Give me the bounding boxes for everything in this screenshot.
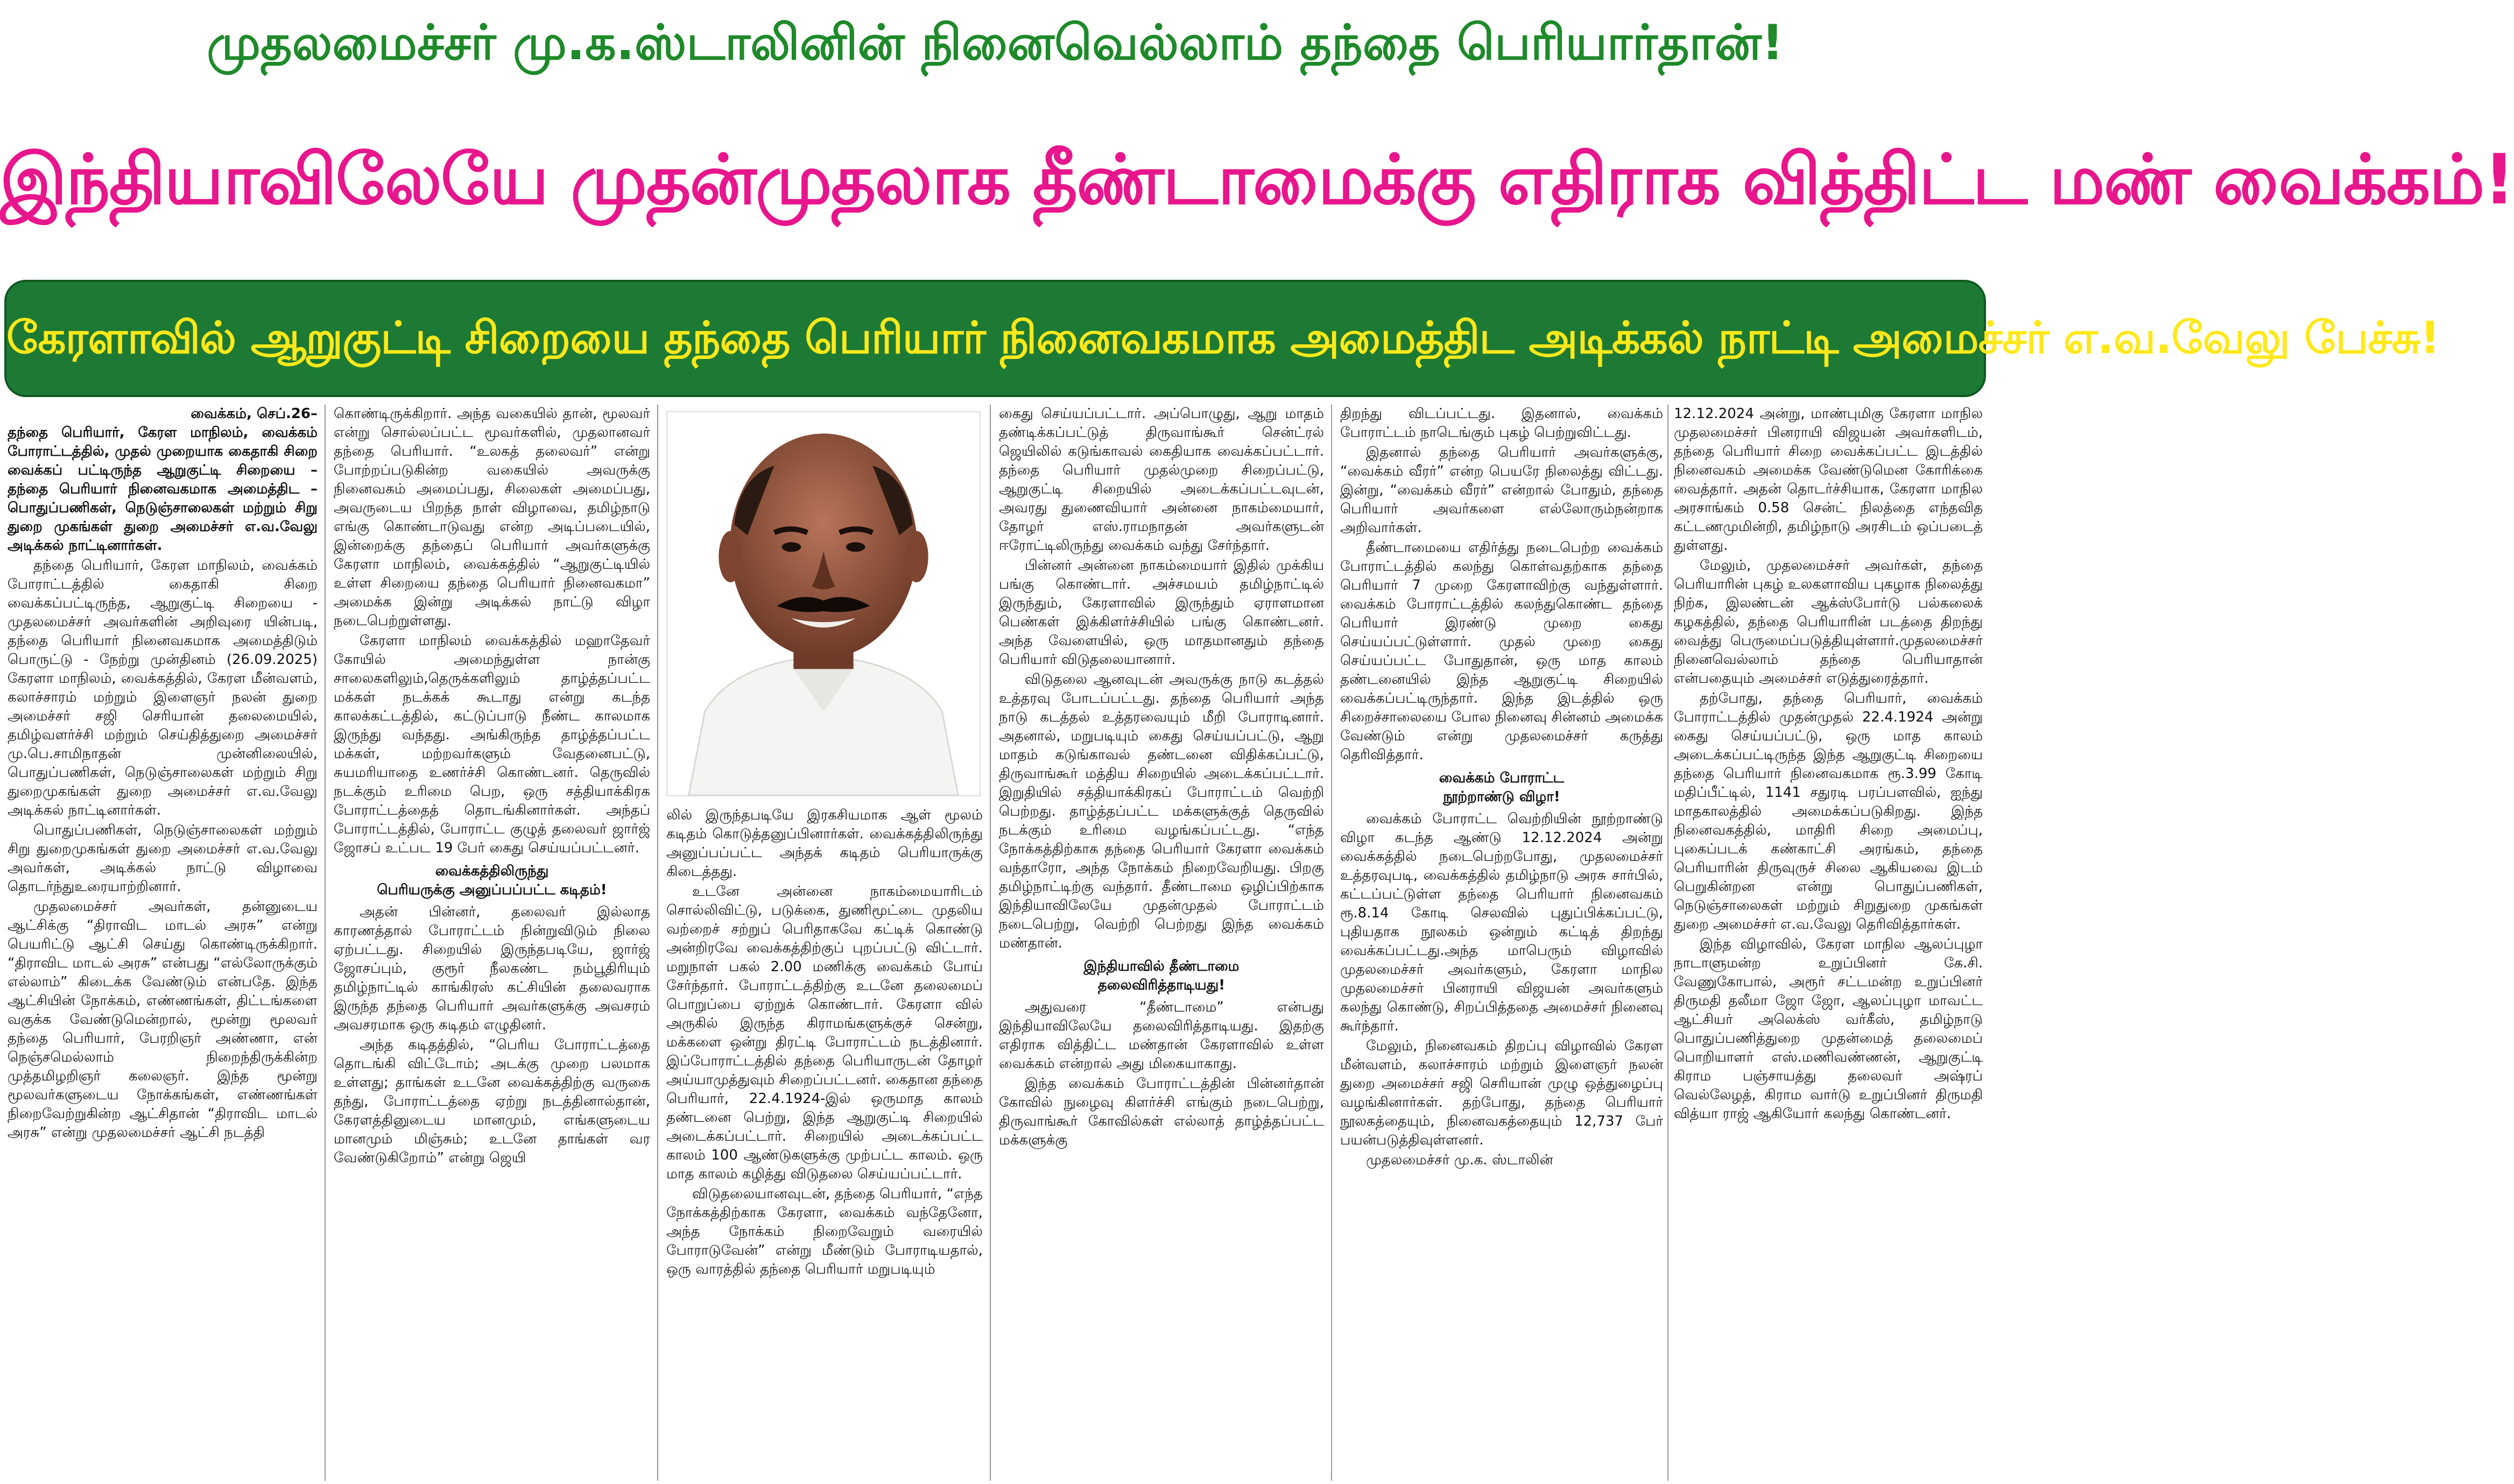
article-lead-text: தந்தை பெரியார், கேரள மாநிலம், வைக்கம் போராட்டத்தில், முதல் முறையாக கைதாகி சிறை வைக்கப் பட்டிருந்த ஆறுகுட்டி சிறையை – தந்தை பெரியார் நினைவகமாக அமைத்திட – பொதுப்பணிகள், நெடுஞ்சாலைகள் மற்றும் சிறு துறை முகங்கள் துறை அமைச்சர் எ.வ.வேலு அடிக்கல் நாட்டினார்கள். (8, 425, 318, 554)
column-rule (325, 405, 326, 1481)
subheading-line: இந்தியாவில் தீண்டாமை (1083, 958, 1240, 974)
column-rule (1667, 405, 1668, 1481)
paragraph: விடுதலை ஆனவுடன் அவருக்கு நாடு கடத்தல் உத்தரவு போடப்பட்டது. தந்தை பெரியார் அந்த நாடு கடத்தல் உத்தரவையும் மீறி போராடினார். அதனால், மறுபடியும் கைது செய்யப்பட்டு, ஆறு மாதம் கடுங்காவல் தண்டனை விதிக்கப்பட்டு, திருவாங்கூர் மத்திய சிறையில் அடைக்கப்பட்டார். இறுதியில் சத்தியாக்கிரகப் போராட்டம் வெற்றி பெற்றது. தாழ்த்தப்பட்ட மக்களுக்குத் தெருவில் நடக்கும் உரிமை வழங்கப்பட்டது. “எந்த நோக்கத்திற்காக தந்தை பெரியார் கேரளா வைக்கம் வந்தாரோ, அந்த நோக்கம் நிறைவேறியது. பிறகு தமிழ்நாட்டிற்கு வந்தார். தீண்டாமை ஒழிப்பிற்காக இந்தியாவிலேயே முதன்முதல் போராட்டம் நடைபெற்று, வெற்றி பெற்றது இந்த வைக்கம் மண்தான். (999, 672, 1324, 951)
paragraph: கேரளா மாநிலம் வைக்கத்தில் மஹாதேவர் கோயில் அமைந்துள்ள நான்கு சாலைகளிலும்,தெருக்களிலும் தாழ்த்தப்பட்ட மக்கள் நடக்கக் கூடாது என்று கடந்த காலக்கட்டத்தில், கட்டுப்பாடு நீண்ட காலமாக இருந்து வந்தது. அங்கிருந்த தாழ்த்தப்பட்ட மக்கள், மற்றவர்களும் வேதனைபட்டு, சுயமரியாதை உணர்ச்சி கொண்டனர். தெருவில் நடக்கும் உரிமை பெற, ஒரு சத்தியாக்கிரக போராட்டத்தைத் தொடங்கினார்கள். அந்தப் போராட்டத்தில், போராட்ட குழுத் தலைவர் ஜார்ஜ் ஜோசப் உட்பட 19 பேர் கைது செய்யப்பட்டனர். (334, 633, 650, 856)
subheading-line: வைக்கம் போராட்ட (1439, 770, 1565, 786)
paragraph: லில் இருந்தபடியே இரகசியமாக ஆள் மூலம் கடிதம் கொடுத்தனுப்பினார்கள். வைக்கத்திலிருந்து அனுப்பப்பட்ட அந்தக் கடிதம் பெரியாருக்கு கிடைத்தது. (666, 807, 983, 880)
paragraph: மேலும், நினைவகம் திறப்பு விழாவில் கேரள மீன்வளம், கலாச்சாரம் மற்றும் இளைஞர் நலன் துறை அமைச்சர் சஜி செரியான் முழு ஒத்துழைப்பு வழங்கினார்கள். தற்போது, தந்தை பெரியார் நூலகத்தையும், நினைவகத்தையும் 12,737 பேர் பயன்படுத்திவுள்ளனர். (1340, 1038, 1663, 1148)
article-dateline: வைக்கம், செப்.26– (191, 406, 318, 422)
paragraph: அதுவரை “தீண்டாமை” என்பது இந்தியாவிலேயே தலைவிரித்தாடியது. இதற்கு எதிராக வித்திட்ட மண்தான் கேரளாவில் உள்ள வைக்கம் என்றால் அது மிகையாகாது. (999, 999, 1324, 1072)
paragraph: திறந்து விடப்பட்டது. இதனால், வைக்கம் போராட்டம் நாடெங்கும் புகழ் பெற்றுவிட்டது. (1340, 406, 1663, 441)
paragraph: கைது செய்யப்பட்டார். அப்பொழுது, ஆறு மாதம் தண்டிக்கப்பட்டுத் திருவாங்கூர் சென்ட்ரல் ஜெயிலில் கடுங்காவல் கைதியாக வைக்கப்பட்டார். தந்தை பெரியார் முதல்முறை சிறைப்பட்டு, ஆறுகுட்டி சிறையில் அடைக்கப்பட்டவுடன், அவரது துணைவியார் அன்னை நாகம்மையார், தோழர் எஸ்.ராமநாதன் அவர்களுடன் ஈரோட்டிலிருந்து வைக்கம் வந்து சேர்ந்தார். (999, 406, 1324, 554)
paragraph: இந்த விழாவில், கேரள மாநில ஆலப்புழா நாடாளுமன்ற உறுப்பினர் கே.சி. வேணுகோபால், அரூர் சட்டமன்ற உறுப்பினர் திருமதி தலீமா ஜோ ஜோ, ஆலப்புழா மாவட்ட ஆட்சியர் அலெக்ஸ் வர்கீஸ், தமிழ்நாடு பொதுப்பணித்துறை முதன்மைத் தலைமைப் பொறியாளர் எஸ்.மணிவண்ணன், ஆறுகுட்டி கிராம பஞ்சாயத்து தலைவர் அஷ்ரப் வெல்லேழத், கிராம வார்டு உறுப்பினர் திருமதி வித்யா ராஜ் ஆகியோர் கலந்து கொண்டனர். (1674, 936, 1983, 1122)
subheading-centenary (1340, 769, 1663, 807)
subheading-letter (334, 862, 650, 900)
paragraph: 12.12.2024 அன்று, மாண்புமிகு கேரளா மாநில முதலமைச்சர் பினராயி விஜயன் அவர்களிடம், தந்தை பெரியார் சிறை வைக்கப்பட்ட இடத்தில் நினைவகம் அமைக்க வேண்டுமென கோரிக்கை வைத்தார். அதன் தொடர்ச்சியாக, கேரளா மாநில அரசாங்கம் 0.58 சென்ட் நிலத்தை எந்தவித கட்டணமுமின்றி, தமிழ்நாடு அரசிடம் ஒப்படைத் துள்ளது. (1674, 406, 1983, 554)
column-rule (1331, 405, 1332, 1481)
minister-portrait (666, 411, 981, 796)
paragraph: இதனால் தந்தை பெரியார் அவர்களுக்கு, “வைக்கம் வீரர்” என்ற பெயரே நிலைத்து விட்டது. இன்று, “வைக்கம் வீரர்” என்றால் போதும், தந்தை பெரியார் அவர்களை எல்லோரும்நன்றாக அறிவார்கள். (1340, 444, 1663, 536)
paragraph: உடனே அன்னை நாகம்மையாரிடம் சொல்லிவிட்டு, படுக்கை, துணிமூட்டை முதலிய வற்றைச் சற்றுப் பெரிதாகவே கட்டிக் கொண்டு அன்றிரவே வைக்கத்திற்குப் புறப்பட்டு விட்டார். மறுநாள் பகல் 2.00 மணிக்கு வைக்கம் போய் சேர்ந்தார். போராட்டத்திற்கு உடனே தலைமைப் பொறுப்பை ஏற்றுக் கொண்டார். கேரளா வில் அருகில் இருந்த கிராமங்களுக்குச் சென்று, மக்களை ஒன்று திரட்டி போராட்டம் நடத்தினார். இப்போராட்டத்தில் தந்தை பெரியாருடன் தோழர் அய்யாமுத்துவும் சிறைப்பட்டனர். கைதான தந்தை பெரியார், 22.4.1924-இல் ஒருமாத காலம் தண்டனை பெற்று, இந்த ஆறுகுட்டி சிறையில் அடைக்கப்பட்டார். சிறையில் அடைக்கப்பட்ட காலம் 100 ஆண்டுகளுக்கு முற்பட்ட காலம். ஒரு மாத காலம் கழித்து விடுதலை செய்யப்பட்டார். (666, 884, 983, 1182)
subheading-line: பெரியருக்கு அனுப்பப்பட்ட கடிதம்! (377, 882, 607, 898)
paragraph: மேலும், முதலமைச்சர் அவர்கள், தந்தை பெரியாரின் புகழ் உலகளாவிய புகழாக நிலைத்து நிற்க, இலண்டன் ஆக்ஸ்போர்டு பல்கலைக் கழகத்தில், தந்தை பெரியாரின் படத்தை திறந்து வைத்து பெருமைப்படுத்தியுள்ளார்.முதலமைச்சர் நினைவெல்லாம் தந்தை பெரியாதான் என்பதையும் அமைச்சர் எடுத்துரைத்தார். (1674, 557, 1983, 687)
subheading-line: வைக்கத்திலிருந்து (435, 863, 549, 879)
subheading-line: தலைவிரித்தாடியது! (1097, 977, 1226, 993)
article-column-1 (8, 405, 318, 1481)
paragraph: தந்தை பெரியார், கேரள மாநிலம், வைக்கம் போராட்டத்தில் கைதாகி சிறை வைக்கப்பட்டிருந்த, ஆறுகுட்டி சிறையை - முதலமைச்சர் அவர்களின் அறிவுரை யின்படி, தந்தை பெரியார் நினைவகமாக அமைத்திடும் பொருட்டு - நேற்று முன்தினம் (26.09.2025) கேரளா மாநிலம், வைக்கத்தில், கேரள மீன்வளம், கலாச்சாரம் மற்றும் இளைஞர் நலன் துறை அமைச்சர் சஜி செரியான் தலைமையில், தமிழ்வளர்ச்சி மற்றும் செய்தித்துறை அமைச்சர் மு.பெ.சாமிநாதன் முன்னிலையில், பொதுப்பணிகள், நெடுஞ்சாலைகள் மற்றும் சிறு துறைமுகங்கள் துறை அமைச்சர் எ.வ.வேலு அடிக்கல் நாட்டினார்கள். (8, 557, 318, 818)
article-column-4 (999, 405, 1324, 1481)
paragraph: இந்த வைக்கம் போராட்டத்தின் பின்னர்தான் கோவில் நுழைவு கிளர்ச்சி எங்கும் நடைபெற்று, திருவாங்கூர் கோவில்கள் எல்லாத் தாழ்த்தப்பட்ட மக்களுக்கு (999, 1076, 1324, 1148)
paragraph: முதலமைச்சர் மு.க. ஸ்டாலின் (1366, 1152, 1553, 1168)
sub-headline-banner: கேரளாவில் ஆறுகுட்டி சிறையை தந்தை பெரியார் நினைவகமாக அமைத்திட அடிக்கல் நாட்டி அமைச்சர் எ.வ.வேலு பேச்சு! (4, 280, 1986, 397)
paragraph: முதலமைச்சர் அவர்கள், தன்னுடைய ஆட்சிக்கு “திராவிட மாடல் அரசு” என்று பெயரிட்டு ஆட்சி செய்து கொண்டிருக்கிறார். “திராவிட மாடல் அரசு” என்பது “எல்லோருக்கும் எல்லாம்” கிடைக்க வேண்டும் என்பதே. இந்த ஆட்சியின் நோக்கம், எண்ணங்கள், திட்டங்களை வகுக்க வேண்டுமென்றால், மூன்று மூலவர் தந்தை பெரியார், பேரறிஞர் அண்ணா, என் நெஞ்சமெல்லாம் நிறைந்திருக்கின்ற முத்தமிழறிஞர் கலைஞர். இந்த மூன்று மூலவர்களுடைய நோக்கங்கள், எண்ணங்கள் நிறைவேற்றுகின்ற ஆட்சிதான் “திராவிட மாடல் அரசு” என்று முதலமைச்சர் ஆட்சி நடத்தி (8, 899, 318, 1141)
paragraph: பொதுப்பணிகள், நெடுஞ்சாலைகள் மற்றும் சிறு துறைமுகங்கள் துறை அமைச்சர் எ.வ.வேலு அவர்கள், அடிக்கல் நாட்டு விழாவை தொடர்ந்துஉரையாற்றினார். (8, 822, 318, 895)
paragraph: அந்த கடிதத்தில், “பெரிய போராட்டத்தை தொடங்கி விட்டோம்; அடக்கு முறை பலமாக உள்ளது; தாங்கள் உடனே வைக்கத்திற்கு வருகை தந்து, போராட்டத்தை ஏற்று நடத்தினால்தான், கேரளத்தினுடைய மானமும், எங்களுடைய மானமும் மிஞ்சும்; உடனே தாங்கள் வர வேண்டுகிறோம்” என்று ஜெயி (334, 1037, 650, 1166)
paragraph: தீண்டாமையை எதிர்த்து நடைபெற்ற வைக்கம் போராட்டத்தில் கலந்து கொள்வதற்காக தந்தை பெரியார் 7 முறை கேரளாவிற்கு வந்துள்ளார். வைக்கம் போராட்டத்தில் கலந்துகொண்ட தந்தை பெரியார் இரண்டு முறை கைது செய்யப்பட்டுள்ளார். முதல் முறை கைது செய்யப்பட்ட போதுதான், ஒரு மாத காலம் தண்டனையில் இந்த ஆறுகுட்டி சிறையில் வைக்கப்பட்டிருந்தார். இந்த இடத்தில் ஒரு சிறைச்சாலையை போல நினைவு சின்னம் அமைக்க வேண்டும் என்று முதலமைச்சர் கருத்து தெரிவித்தார். (1340, 540, 1663, 763)
column-rule (990, 405, 991, 1481)
article-column-2 (334, 405, 650, 1481)
paragraph: வைக்கம் போராட்ட வெற்றியின் நூற்றாண்டு விழா கடந்த ஆண்டு 12.12.2024 அன்று வைக்கத்தில் நடைபெற்றபோது, முதலமைச்சர் உத்தரவுபடி, வைக்கத்தில் தமிழ்நாடு அரசு சார்பில், கட்டப்பட்டுள்ள தந்தை பெரியார் நினைவகம் ரூ.8.14 கோடி செலவில் புதுப்பிக்கப்பட்டு, புதியதாக நூலகம் ஒன்றும் கட்டித் திறந்து வைக்கப்பட்டது.அந்த மாபெரும் விழாவில் முதலமைச்சர் அவர்களும், கேரளா மாநில முதலமைச்சர் பினராயி விஜயன் அவர்களும் கலந்து கொண்டு, சிறப்பித்ததை அமைச்சர் நினைவு கூர்ந்தார். (1340, 811, 1663, 1034)
paragraph: தற்போது, தந்தை பெரியார், வைக்கம் போராட்டத்தில் முதன்முதல் 22.4.1924 அன்று கைது செய்யப்பட்டு, ஒரு மாத காலம் அடைக்கப்பட்டிருந்த இந்த ஆறுகுட்டி சிறையை தந்தை பெரியார் நினைவகமாக ரூ.3.99 கோடி மதிப்பீட்டில், 1141 சதுரடி பரப்பளவில், ஐந்து மாதகாலத்தில் அமைக்கப்படுகிறது. இந்த நினைவகத்தில், மாதிரி சிறை அமைப்பு, புகைப்படக் கண்காட்சி அரங்கம், தந்தை பெரியாரின் திருவுருச் சிலை ஆகியவை இடம் பெறுகின்றன என்று பொதுப்பணிகள், நெடுஞ்சாலைகள் மற்றும் சிறுதுறை முகங்கள் துறை அமைச்சர் எ.வ.வேலு தெரிவித்தார்கள். (1674, 690, 1983, 932)
subheading-line: நூற்றாண்டு விழா! (1443, 789, 1560, 805)
article-column-5 (1340, 405, 1663, 1481)
article-column-3 (666, 806, 983, 1481)
paragraph: பின்னர் அன்னை நாகம்மையார் இதில் முக்கிய பங்கு கொண்டார். அச்சமயம் தமிழ்நாட்டில் இருந்தும், கேரளாவில் இருந்தும் ஏராளமான பெண்கள் இக்கிளர்ச்சியில் பங்கு கொண்டனர். அந்த வேளையில், ஒரு மாதமானதும் தந்தை பெரியார் விடுதலையானார். (999, 557, 1324, 668)
paragraph: விடுதலையானவுடன், தந்தை பெரியார், “எந்த நோக்கத்திற்காக கேரளா, வைக்கம் வந்தேனோ, அந்த நோக்கம் நிறைவேறும் வரையில் போராடுவேன்” என்று மீண்டும் போராடியதால், ஒரு வாரத்தில் தந்தை பெரியார் மறுபடியும் (666, 1186, 983, 1277)
portrait-photo-icon (667, 412, 980, 795)
subheading-untouchability (999, 957, 1324, 995)
paragraph: கொண்டிருக்கிறார். அந்த வகையில் தான், மூலவர் என்று சொல்லப்பட்ட மூவர்களில், முதலானவர் தந்தை பெரியார். “உலகத் தலைவர்” என்று போற்றப்படுகின்ற வகையில் அவருக்கு நினைவகம் அமைப்பது, சிலைகள் அமைப்பது, அவருடைய பிறந்த நாள் விழாவை, தமிழ்நாடு எங்கு கொண்டாடுவது என்ற அடிப்படையில், இன்றைக்கு தந்தைப் பெரியார் அவர்களுக்கு கேரளா மாநிலம், வைக்கத்தில் “ஆறுகுட்டியில் உள்ள சிறையை தந்தை பெரியார் நினைவகமா” அமைக்க இன்று அடிக்கல் நாட்டு விழா நடைபெற்றுள்ளது. (334, 406, 650, 629)
article-column-6 (1674, 405, 1983, 1481)
kicker-headline: முதலமைச்சர் மு.க.ஸ்டாலினின் நினைவெல்லாம் தந்தை பெரியார்தான்! (207, 15, 1784, 71)
main-headline: இந்தியாவிலேயே முதன்முதலாக தீண்டாமைக்கு எதிராக வித்திட்ட மண் வைக்கம்! (0, 140, 2514, 220)
column-rule (657, 405, 658, 1481)
paragraph: அதன் பின்னர், தலைவர் இல்லாத காரணத்தால் போராட்டம் நின்றுவிடும் நிலை ஏற்பட்டது. சிறையில் இருந்தபடியே, ஜார்ஜ் ஜோசப்பும், குரூர் நீலகண்ட நம்பூதிரியும் தமிழ்நாட்டில் காங்கிரஸ் கட்சியின் தலைவராக இருந்த தந்தை பெரியார் அவர்களுக்கு அவசரம் அவசரமாக ஒரு கடிதம் எழுதினர். (334, 904, 650, 1033)
article-lead (8, 405, 318, 555)
